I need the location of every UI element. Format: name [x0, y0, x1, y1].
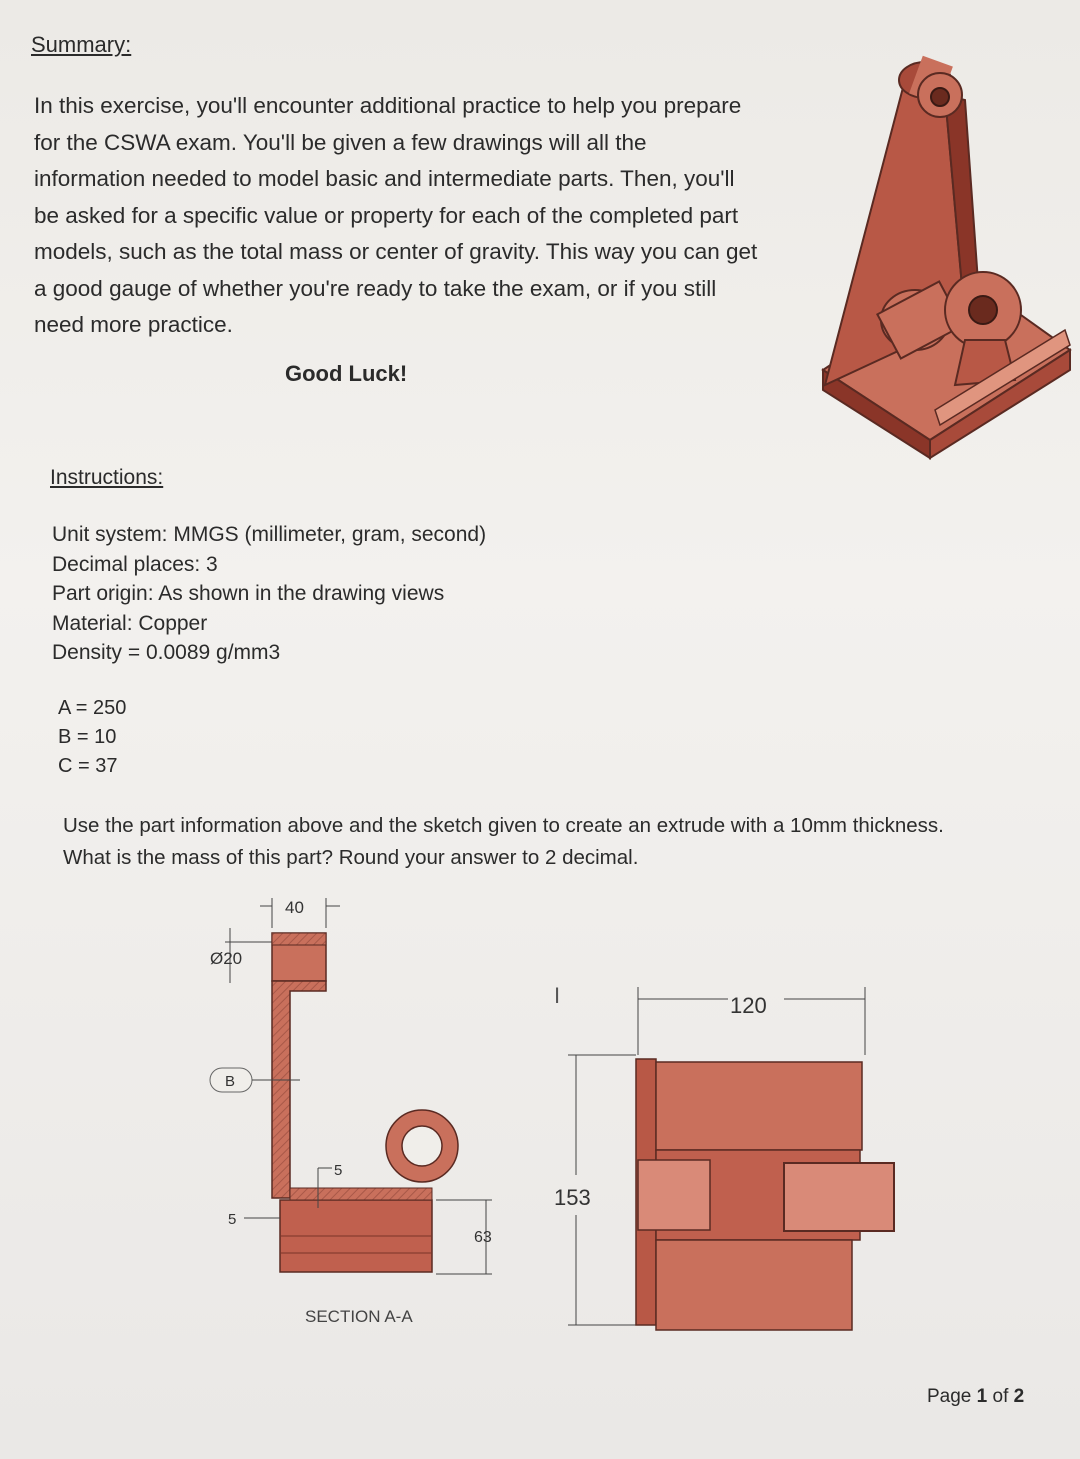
- dim-153-label: 153: [554, 1185, 591, 1210]
- summary-line: models, such as the total mass or center of gravity. This way you can get: [34, 239, 758, 264]
- instructions-list: [52, 520, 486, 668]
- vertical-web: [272, 981, 326, 1198]
- ring-tab-hole: [969, 296, 997, 324]
- page-word: Page: [927, 1386, 972, 1407]
- question-line-1: Use the part information above and the sketch given to create an extrude with a 10mm thickness.: [63, 814, 944, 837]
- instruction-decimal-places: Decimal places: 3: [52, 552, 218, 576]
- instruction-material: Material: Copper: [52, 611, 208, 635]
- variable-a: A = 250: [58, 697, 127, 719]
- summary-line: be asked for a specific value or property for each of the completed part: [34, 202, 739, 228]
- page-number: [927, 1386, 1024, 1408]
- variable-c: C = 37: [58, 755, 118, 777]
- dim-63-label: 63: [474, 1229, 492, 1246]
- summary-line: need more practice.: [34, 312, 233, 337]
- question-line-2: What is the mass of this part? Round your answer to 2 decimal.: [63, 846, 639, 869]
- dim-5-left-label: 5: [228, 1211, 237, 1228]
- balloon-b-label: B: [225, 1073, 236, 1090]
- left-boss: [638, 1160, 710, 1230]
- text-cursor-icon: I: [554, 983, 561, 1008]
- dim-40-label: 40: [285, 898, 304, 917]
- dim-dia20-label: Ø20: [210, 949, 243, 968]
- section-label: SECTION A-A: [305, 1307, 413, 1326]
- instruction-density: Density = 0.0089 g/mm3: [52, 641, 281, 664]
- summary-line: for the CSWA exam. You'll be given a few drawings will all the: [34, 129, 647, 155]
- summary-line: In this exercise, you'll encounter additional practice to help you prepare: [34, 93, 742, 118]
- summary-paragraph: [34, 88, 814, 344]
- instructions-heading: Instructions:: [50, 466, 164, 489]
- dim-5-inner-label: 5: [334, 1162, 343, 1179]
- instruction-part-origin: Part origin: As shown in the drawing views: [52, 582, 445, 605]
- instruction-unit-system: Unit system: MMGS (millimeter, gram, second): [52, 523, 487, 546]
- part-3d-illustration: [815, 40, 1077, 460]
- front-view-drawing: [540, 975, 910, 1340]
- page-current: 1: [976, 1386, 988, 1407]
- lower-block: [656, 1240, 852, 1330]
- section-a-a-drawing: [200, 888, 520, 1338]
- dim-120-label: 120: [730, 993, 767, 1018]
- good-luck-text: Good Luck!: [285, 361, 408, 386]
- right-tab: [784, 1163, 894, 1231]
- variables-list: [58, 694, 126, 781]
- top-boss-hole: [931, 88, 949, 106]
- summary-heading: Summary:: [31, 32, 132, 57]
- page-total: 2: [1013, 1386, 1025, 1407]
- summary-line: a good gauge of whether you're ready to take the exam, or if you still: [34, 275, 717, 301]
- variable-b: B = 10: [58, 726, 117, 748]
- ring-hole: [402, 1126, 442, 1166]
- question-text: [63, 810, 1053, 874]
- summary-line: information needed to model basic and intermediate parts. Then, you'll: [34, 166, 735, 191]
- page-of: of: [992, 1386, 1009, 1407]
- upper-block: [656, 1062, 862, 1150]
